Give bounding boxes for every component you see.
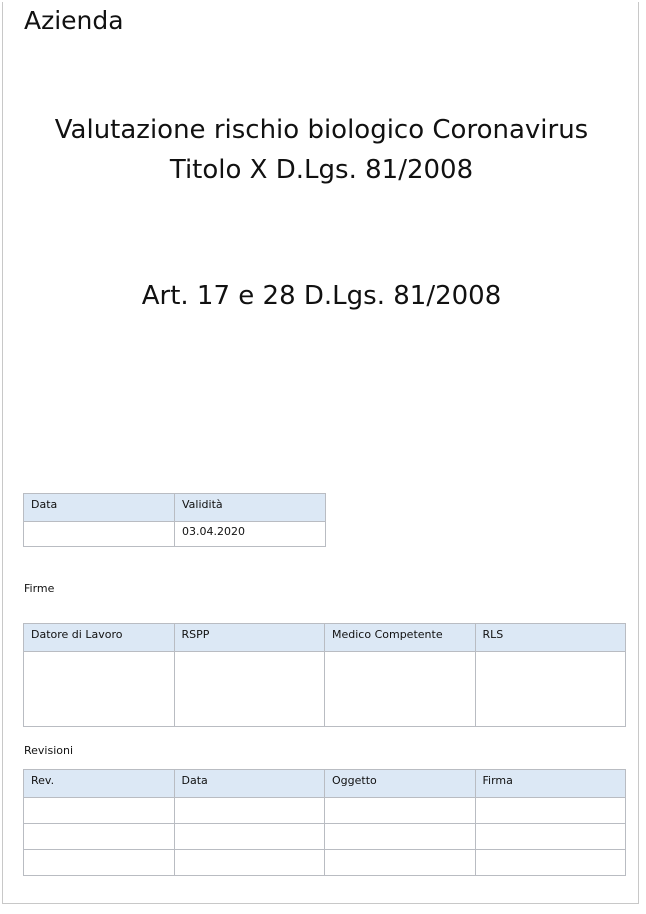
table-header-row bbox=[24, 624, 626, 652]
signature-cell-rls bbox=[475, 652, 626, 727]
header-cell-rev: Rev. bbox=[24, 770, 175, 798]
validity-table bbox=[23, 493, 326, 547]
table-header-row bbox=[24, 494, 326, 522]
table-cell bbox=[325, 824, 476, 850]
table-row bbox=[24, 850, 626, 876]
title-line-1: Valutazione rischio biologico Coronavirus bbox=[54, 115, 589, 145]
revisions-caption: Revisioni bbox=[24, 744, 74, 757]
signature-cell-employer bbox=[24, 652, 175, 727]
table-cell bbox=[475, 798, 626, 824]
signature-cell-rspp bbox=[174, 652, 325, 727]
header-cell-rls: RLS bbox=[475, 624, 626, 652]
document-title bbox=[3, 110, 640, 190]
table-cell bbox=[24, 798, 175, 824]
table-cell bbox=[475, 824, 626, 850]
table-cell bbox=[174, 798, 325, 824]
signatures-caption: Firme bbox=[24, 582, 55, 595]
cell-validity-value: 03.04.2020 bbox=[175, 522, 326, 547]
table-row bbox=[24, 798, 626, 824]
table-cell bbox=[174, 824, 325, 850]
signature-row bbox=[24, 652, 626, 727]
table-cell bbox=[174, 850, 325, 876]
header-cell-date: Data bbox=[24, 494, 175, 522]
table-cell bbox=[475, 850, 626, 876]
header-cell-signature: Firma bbox=[475, 770, 626, 798]
table-row bbox=[24, 522, 326, 547]
signature-cell-doctor bbox=[325, 652, 476, 727]
table-cell bbox=[24, 850, 175, 876]
table-cell bbox=[325, 850, 476, 876]
header-cell-rspp: RSPP bbox=[174, 624, 325, 652]
header-cell-subject: Oggetto bbox=[325, 770, 476, 798]
header-cell-employer: Datore di Lavoro bbox=[24, 624, 175, 652]
header-cell-validity: Validità bbox=[175, 494, 326, 522]
title-line-2: Titolo X D.Lgs. 81/2008 bbox=[169, 155, 474, 185]
table-header-row bbox=[24, 770, 626, 798]
header-cell-date: Data bbox=[174, 770, 325, 798]
signatures-table bbox=[23, 623, 626, 727]
revisions-table bbox=[23, 769, 626, 876]
table-cell bbox=[24, 824, 175, 850]
document-subtitle: Art. 17 e 28 D.Lgs. 81/2008 bbox=[141, 281, 502, 311]
document-page bbox=[2, 2, 639, 904]
company-label: Azienda bbox=[24, 6, 124, 35]
header-cell-doctor: Medico Competente bbox=[325, 624, 476, 652]
table-cell bbox=[325, 798, 476, 824]
cell-date-value bbox=[24, 522, 175, 547]
table-row bbox=[24, 824, 626, 850]
